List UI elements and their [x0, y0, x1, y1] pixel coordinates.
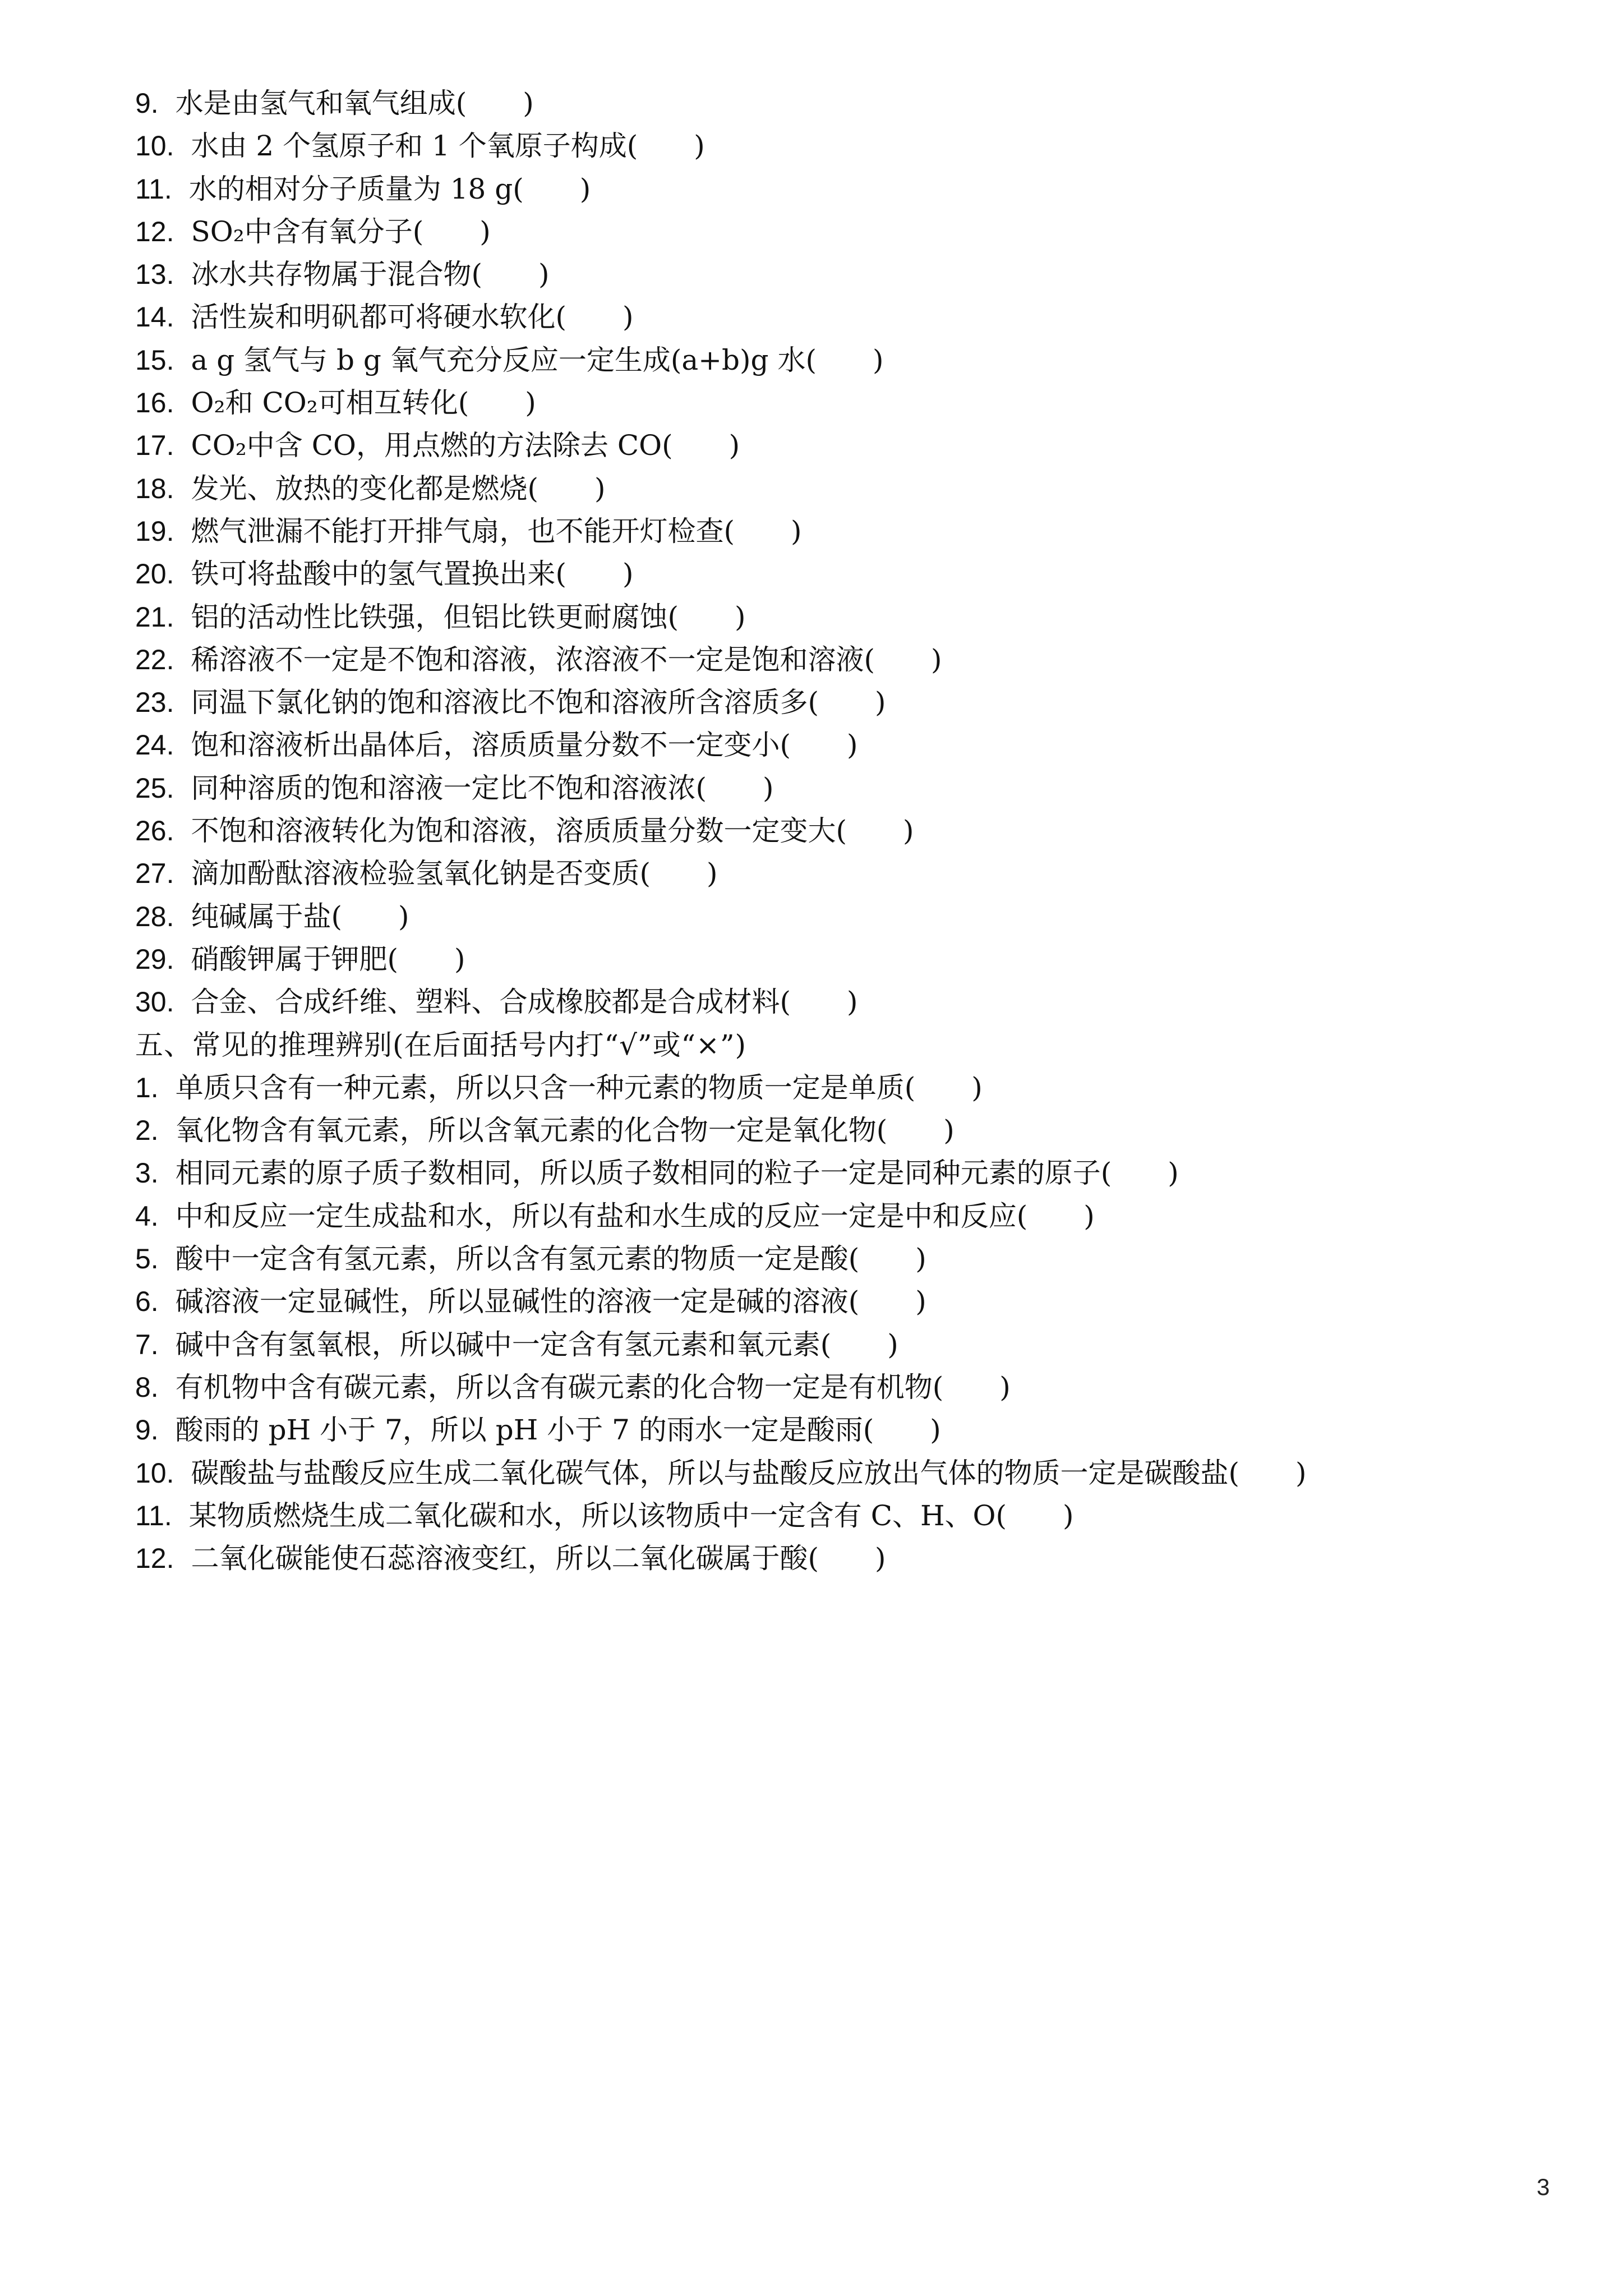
item-text: 铝的活动性比铁强，但铝比铁更耐腐蚀( ) [191, 600, 746, 633]
list-item [135, 981, 1537, 1023]
section-5-list [135, 1066, 1537, 1580]
list-item [135, 553, 1537, 595]
item-text: 水是由氢气和氧气组成( ) [175, 87, 534, 119]
item-number: 27. [135, 858, 174, 890]
item-number: 12. [135, 215, 174, 247]
item-number: 7. [135, 1328, 159, 1360]
item-number: 3. [135, 1157, 159, 1189]
item-text: 二氧化碳能使石蕊溶液变红，所以二氧化碳属于酸( ) [191, 1542, 886, 1575]
list-item [135, 125, 1537, 167]
list-item [135, 467, 1537, 510]
list-item [135, 1537, 1537, 1580]
item-text: CO₂中含 CO，用点燃的方法除去 CO( ) [191, 429, 740, 462]
page-number: 3 [1537, 2174, 1550, 2200]
item-number: 17. [135, 430, 174, 462]
item-text: 碱中含有氢氧根，所以碱中一定含有氢元素和氧元素( ) [175, 1328, 898, 1361]
list-item [135, 1152, 1537, 1194]
item-number: 5. [135, 1243, 159, 1275]
list-item [135, 168, 1537, 210]
item-text: 燃气泄漏不能打开排气扇，也不能开灯检查( ) [191, 514, 802, 547]
item-text: 碱溶液一定显碱性，所以显碱性的溶液一定是碱的溶液( ) [175, 1285, 926, 1318]
list-item [135, 1280, 1537, 1323]
item-number: 26. [135, 815, 174, 847]
item-text: 单质只含有一种元素，所以只含一种元素的物质一定是单质( ) [175, 1071, 983, 1104]
item-text: 水的相对分子质量为 18 g( ) [188, 172, 591, 205]
section-4-list [135, 82, 1537, 1024]
item-text: 发光、放热的变化都是燃烧( ) [191, 472, 606, 505]
list-item [135, 938, 1537, 981]
item-text: 氧化物含有氧元素，所以含氧元素的化合物一定是氧化物( ) [175, 1114, 955, 1147]
item-number: 22. [135, 643, 174, 675]
item-number: 18. [135, 472, 174, 504]
item-number: 10. [135, 130, 174, 162]
item-number: 13. [135, 259, 174, 291]
list-item [135, 1109, 1537, 1152]
item-text: 饱和溶液析出晶体后，溶质质量分数不一定变小( ) [191, 729, 858, 762]
list-item [135, 510, 1537, 553]
item-number: 23. [135, 687, 174, 719]
item-number: 9. [135, 1414, 159, 1446]
list-item [135, 681, 1537, 724]
item-number: 21. [135, 601, 174, 633]
list-item [135, 638, 1537, 681]
item-text: 合金、合成纤维、塑料、合成橡胶都是合成材料( ) [191, 986, 858, 1019]
item-number: 1. [135, 1071, 159, 1103]
item-number: 12. [135, 1543, 174, 1575]
list-item [135, 852, 1537, 895]
list-item [135, 1409, 1537, 1451]
item-number: 28. [135, 900, 174, 932]
item-text: 滴加酚酞溶液检验氢氧化钠是否变质( ) [191, 857, 718, 890]
item-text: 铁可将盐酸中的氢气置换出来( ) [191, 558, 634, 591]
list-item [135, 339, 1537, 381]
list-item [135, 381, 1537, 424]
item-number: 25. [135, 772, 174, 804]
item-number: 14. [135, 301, 174, 333]
list-item [135, 724, 1537, 766]
list-item [135, 1195, 1537, 1237]
list-item [135, 424, 1537, 467]
item-number: 16. [135, 387, 174, 419]
item-text: SO₂中含有氧分子( ) [191, 215, 491, 248]
list-item [135, 210, 1537, 253]
item-text: 中和反应一定生成盐和水，所以有盐和水生成的反应一定是中和反应( ) [175, 1199, 1095, 1232]
item-text: 同温下氯化钠的饱和溶液比不饱和溶液所含溶质多( ) [191, 686, 886, 719]
list-item [135, 1066, 1537, 1109]
item-text: 碳酸盐与盐酸反应生成二氧化碳气体，所以与盐酸反应放出气体的物质一定是碳酸盐( ) [191, 1456, 1307, 1489]
item-number: 6. [135, 1286, 159, 1318]
item-text: 相同元素的原子质子数相同，所以质子数相同的粒子一定是同种元素的原子( ) [175, 1157, 1179, 1190]
item-text: 不饱和溶液转化为饱和溶液，溶质质量分数一定变大( ) [191, 815, 914, 848]
item-number: 2. [135, 1115, 159, 1147]
item-number: 15. [135, 344, 174, 376]
list-item [135, 82, 1537, 125]
list-item [135, 895, 1537, 938]
item-text: 有机物中含有碳元素，所以含有碳元素的化合物一定是有机物( ) [175, 1370, 1011, 1404]
list-item [135, 767, 1537, 809]
list-item [135, 809, 1537, 852]
item-number: 11. [135, 173, 172, 205]
list-item [135, 1452, 1537, 1494]
item-number: 19. [135, 515, 174, 547]
item-text: 活性炭和明矾都可将硬水软化( ) [191, 301, 634, 334]
item-number: 4. [135, 1200, 159, 1232]
item-text: 硝酸钾属于钾肥( ) [191, 942, 465, 976]
item-number: 8. [135, 1371, 159, 1403]
list-item [135, 296, 1537, 338]
list-item [135, 1323, 1537, 1366]
item-text: 水由 2 个氢原子和 1 个氧原子构成( ) [191, 130, 705, 163]
item-text: 冰水共存物属于混合物( ) [191, 258, 550, 291]
list-item [135, 1494, 1537, 1537]
item-text: 某物质燃烧生成二氧化碳和水，所以该物质中一定含有 C、H、O( ) [188, 1499, 1074, 1532]
item-number: 29. [135, 943, 174, 975]
item-number: 30. [135, 986, 174, 1018]
item-number: 10. [135, 1457, 174, 1489]
list-item [135, 1366, 1537, 1409]
document-content [135, 82, 1537, 1580]
item-number: 24. [135, 729, 174, 761]
list-item [135, 596, 1537, 638]
item-number: 11. [135, 1499, 172, 1531]
list-item [135, 1237, 1537, 1280]
item-text: 酸中一定含有氢元素，所以含有氢元素的物质一定是酸( ) [175, 1243, 926, 1276]
item-text: 酸雨的 pH 小于 7，所以 pH 小于 7 的雨水一定是酸雨( ) [175, 1414, 941, 1447]
item-text: O₂和 CO₂可相互转化( ) [191, 386, 536, 420]
item-text: 同种溶质的饱和溶液一定比不饱和溶液浓( ) [191, 771, 774, 804]
item-text: a g 氢气与 b g 氧气充分反应一定生成(a+b)g 水( ) [191, 343, 884, 376]
list-item [135, 253, 1537, 296]
section-5-heading: 五、常见的推理辨别(在后面括号内打“√”或“×”) [135, 1028, 747, 1061]
item-text: 纯碱属于盐( ) [191, 900, 409, 933]
item-number: 9. [135, 88, 159, 119]
item-text: 稀溶液不一定是不饱和溶液，浓溶液不一定是饱和溶液( ) [191, 643, 942, 676]
item-number: 20. [135, 558, 174, 590]
